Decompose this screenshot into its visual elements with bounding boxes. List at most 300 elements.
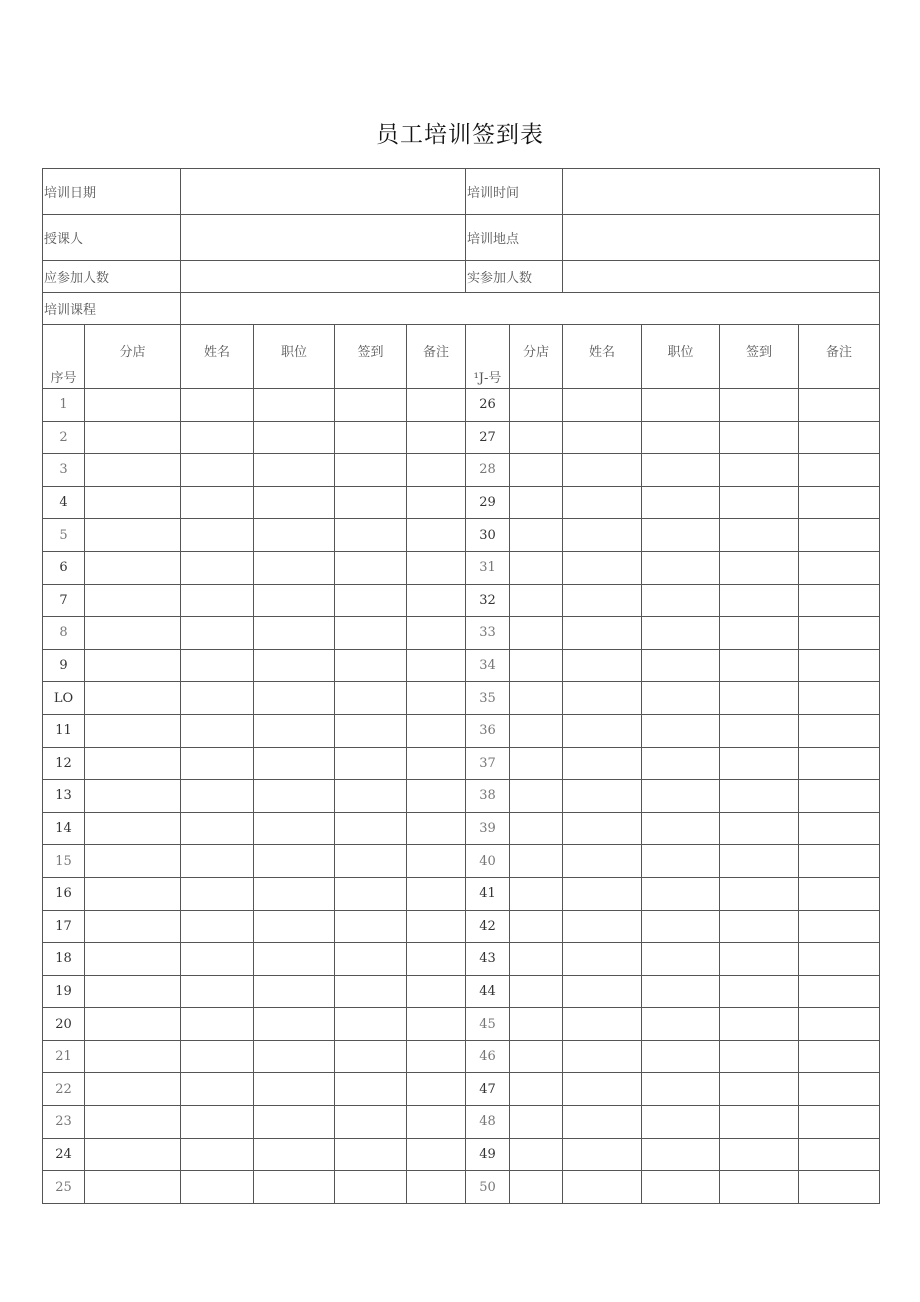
- position-cell[interactable]: [254, 486, 335, 519]
- name-cell[interactable]: [181, 421, 254, 454]
- branch-cell[interactable]: [85, 617, 181, 650]
- position-cell[interactable]: [642, 1073, 720, 1106]
- branch-cell[interactable]: [510, 812, 563, 845]
- branch-cell[interactable]: [510, 747, 563, 780]
- branch-cell[interactable]: [85, 389, 181, 422]
- remarks-cell[interactable]: [799, 649, 880, 682]
- branch-cell[interactable]: [85, 910, 181, 943]
- row-number: 44: [466, 975, 510, 1008]
- remarks-cell[interactable]: [407, 910, 466, 943]
- signin-cell[interactable]: [335, 943, 407, 976]
- name-cell[interactable]: [563, 1008, 642, 1041]
- name-cell[interactable]: [181, 1138, 254, 1171]
- remarks-cell[interactable]: [799, 1040, 880, 1073]
- position-cell[interactable]: [254, 519, 335, 552]
- position-cell[interactable]: [254, 1073, 335, 1106]
- lecturer-label: 授课人: [43, 215, 181, 261]
- training-date-label: 培训日期: [43, 169, 181, 215]
- position-cell[interactable]: [642, 975, 720, 1008]
- row-number: 9: [43, 649, 85, 682]
- remarks-cell[interactable]: [799, 1138, 880, 1171]
- signin-cell[interactable]: [335, 617, 407, 650]
- signin-cell[interactable]: [720, 682, 799, 715]
- row-number: 48: [466, 1106, 510, 1139]
- signin-cell[interactable]: [720, 877, 799, 910]
- header-position-left: 职位: [254, 325, 335, 389]
- branch-cell[interactable]: [85, 551, 181, 584]
- header-position-right: 职位: [642, 325, 720, 389]
- position-cell[interactable]: [254, 747, 335, 780]
- position-cell[interactable]: [642, 1040, 720, 1073]
- signin-cell[interactable]: [335, 877, 407, 910]
- table-row: [43, 1106, 880, 1139]
- row-number: 34: [466, 649, 510, 682]
- table-row: [43, 780, 880, 813]
- table-row: [43, 714, 880, 747]
- name-cell[interactable]: [181, 389, 254, 422]
- branch-cell[interactable]: [510, 421, 563, 454]
- branch-cell[interactable]: [510, 389, 563, 422]
- lecturer-field[interactable]: [181, 215, 466, 261]
- remarks-cell[interactable]: [407, 714, 466, 747]
- branch-cell[interactable]: [510, 1040, 563, 1073]
- name-cell[interactable]: [181, 812, 254, 845]
- position-cell[interactable]: [642, 1008, 720, 1041]
- branch-cell[interactable]: [85, 421, 181, 454]
- remarks-cell[interactable]: [407, 845, 466, 878]
- position-cell[interactable]: [254, 454, 335, 487]
- table-row: [43, 877, 880, 910]
- training-time-field[interactable]: [563, 169, 880, 215]
- signin-cell[interactable]: [720, 845, 799, 878]
- signin-cell[interactable]: [720, 714, 799, 747]
- branch-cell[interactable]: [85, 943, 181, 976]
- branch-cell[interactable]: [85, 486, 181, 519]
- signin-cell[interactable]: [335, 975, 407, 1008]
- position-cell[interactable]: [642, 780, 720, 813]
- position-cell[interactable]: [642, 747, 720, 780]
- branch-cell[interactable]: [510, 617, 563, 650]
- position-cell[interactable]: [642, 845, 720, 878]
- name-cell[interactable]: [181, 617, 254, 650]
- name-cell[interactable]: [181, 975, 254, 1008]
- remarks-cell[interactable]: [799, 943, 880, 976]
- signin-cell[interactable]: [335, 812, 407, 845]
- name-cell[interactable]: [563, 747, 642, 780]
- position-cell[interactable]: [254, 1008, 335, 1041]
- position-cell[interactable]: [642, 910, 720, 943]
- signin-cell[interactable]: [335, 1008, 407, 1041]
- name-cell[interactable]: [563, 1073, 642, 1106]
- position-cell[interactable]: [642, 617, 720, 650]
- signin-cell[interactable]: [720, 551, 799, 584]
- branch-cell[interactable]: [510, 877, 563, 910]
- name-cell[interactable]: [181, 454, 254, 487]
- branch-cell[interactable]: [85, 975, 181, 1008]
- signin-cell[interactable]: [720, 910, 799, 943]
- position-cell[interactable]: [254, 943, 335, 976]
- branch-cell[interactable]: [510, 714, 563, 747]
- row-number: 46: [466, 1040, 510, 1073]
- name-cell[interactable]: [181, 943, 254, 976]
- remarks-cell[interactable]: [799, 551, 880, 584]
- position-cell[interactable]: [254, 584, 335, 617]
- remarks-cell[interactable]: [799, 780, 880, 813]
- remarks-cell[interactable]: [799, 910, 880, 943]
- position-cell[interactable]: [642, 421, 720, 454]
- name-cell[interactable]: [563, 486, 642, 519]
- name-cell[interactable]: [181, 551, 254, 584]
- actual-attendees-label: 实参加人数: [466, 261, 563, 293]
- branch-cell[interactable]: [85, 877, 181, 910]
- training-location-field[interactable]: [563, 215, 880, 261]
- row-number: 31: [466, 551, 510, 584]
- branch-cell[interactable]: [510, 975, 563, 1008]
- signin-cell[interactable]: [335, 682, 407, 715]
- name-cell[interactable]: [563, 389, 642, 422]
- branch-cell[interactable]: [85, 649, 181, 682]
- header-name-left: 姓名: [181, 325, 254, 389]
- signin-cell[interactable]: [720, 1106, 799, 1139]
- row-number: 49: [466, 1138, 510, 1171]
- position-cell[interactable]: [254, 1138, 335, 1171]
- signin-cell[interactable]: [720, 584, 799, 617]
- remarks-cell[interactable]: [407, 812, 466, 845]
- signin-cell[interactable]: [720, 617, 799, 650]
- position-cell[interactable]: [254, 421, 335, 454]
- remarks-cell[interactable]: [799, 486, 880, 519]
- name-cell[interactable]: [181, 584, 254, 617]
- name-cell[interactable]: [563, 454, 642, 487]
- name-cell[interactable]: [181, 747, 254, 780]
- signin-cell[interactable]: [335, 1171, 407, 1204]
- remarks-cell[interactable]: [407, 551, 466, 584]
- branch-cell[interactable]: [510, 1138, 563, 1171]
- signin-cell[interactable]: [335, 389, 407, 422]
- signin-cell[interactable]: [720, 780, 799, 813]
- remarks-cell[interactable]: [799, 845, 880, 878]
- signin-cell[interactable]: [335, 780, 407, 813]
- name-cell[interactable]: [563, 845, 642, 878]
- position-cell[interactable]: [254, 1171, 335, 1204]
- branch-cell[interactable]: [510, 1171, 563, 1204]
- remarks-cell[interactable]: [799, 421, 880, 454]
- name-cell[interactable]: [563, 1171, 642, 1204]
- remarks-cell[interactable]: [799, 877, 880, 910]
- remarks-cell[interactable]: [407, 877, 466, 910]
- remarks-cell[interactable]: [407, 454, 466, 487]
- remarks-cell[interactable]: [799, 1008, 880, 1041]
- remarks-cell[interactable]: [407, 389, 466, 422]
- row-number: LO: [43, 682, 85, 715]
- name-cell[interactable]: [563, 551, 642, 584]
- name-cell[interactable]: [563, 1106, 642, 1139]
- branch-cell[interactable]: [85, 519, 181, 552]
- name-cell[interactable]: [563, 1040, 642, 1073]
- signin-cell[interactable]: [720, 454, 799, 487]
- name-cell[interactable]: [181, 845, 254, 878]
- row-number: 11: [43, 714, 85, 747]
- table-row: [43, 551, 880, 584]
- row-number: 43: [466, 943, 510, 976]
- row-number: 20: [43, 1008, 85, 1041]
- name-cell[interactable]: [181, 780, 254, 813]
- position-cell[interactable]: [642, 714, 720, 747]
- remarks-cell[interactable]: [407, 1073, 466, 1106]
- remarks-cell[interactable]: [407, 1106, 466, 1139]
- name-cell[interactable]: [563, 649, 642, 682]
- remarks-cell[interactable]: [799, 747, 880, 780]
- remarks-cell[interactable]: [407, 1138, 466, 1171]
- signin-cell[interactable]: [335, 910, 407, 943]
- remarks-cell[interactable]: [799, 1073, 880, 1106]
- position-cell[interactable]: [642, 1106, 720, 1139]
- name-cell[interactable]: [181, 486, 254, 519]
- signin-cell[interactable]: [720, 421, 799, 454]
- name-cell[interactable]: [181, 649, 254, 682]
- branch-cell[interactable]: [85, 812, 181, 845]
- expected-attendees-field[interactable]: [181, 261, 466, 293]
- signin-cell[interactable]: [335, 454, 407, 487]
- signin-cell[interactable]: [335, 649, 407, 682]
- remarks-cell[interactable]: [407, 617, 466, 650]
- position-cell[interactable]: [254, 1106, 335, 1139]
- header-branch-left: 分店: [85, 325, 181, 389]
- name-cell[interactable]: [563, 584, 642, 617]
- remarks-cell[interactable]: [407, 975, 466, 1008]
- signin-cell[interactable]: [335, 551, 407, 584]
- branch-cell[interactable]: [85, 1040, 181, 1073]
- branch-cell[interactable]: [85, 1171, 181, 1204]
- name-cell[interactable]: [563, 943, 642, 976]
- signin-cell[interactable]: [335, 1040, 407, 1073]
- position-cell[interactable]: [642, 682, 720, 715]
- name-cell[interactable]: [181, 1073, 254, 1106]
- row-number: 16: [43, 877, 85, 910]
- remarks-cell[interactable]: [799, 519, 880, 552]
- remarks-cell[interactable]: [407, 649, 466, 682]
- position-cell[interactable]: [254, 975, 335, 1008]
- position-cell[interactable]: [254, 551, 335, 584]
- branch-cell[interactable]: [510, 454, 563, 487]
- training-course-field[interactable]: [181, 293, 880, 325]
- signin-cell[interactable]: [720, 943, 799, 976]
- signin-cell[interactable]: [720, 975, 799, 1008]
- position-cell[interactable]: [642, 1138, 720, 1171]
- position-cell[interactable]: [642, 812, 720, 845]
- position-cell[interactable]: [254, 845, 335, 878]
- branch-cell[interactable]: [85, 747, 181, 780]
- remarks-cell[interactable]: [407, 486, 466, 519]
- remarks-cell[interactable]: [407, 421, 466, 454]
- name-cell[interactable]: [563, 877, 642, 910]
- branch-cell[interactable]: [510, 649, 563, 682]
- remarks-cell[interactable]: [799, 812, 880, 845]
- actual-attendees-field[interactable]: [563, 261, 880, 293]
- branch-cell[interactable]: [510, 1008, 563, 1041]
- name-cell[interactable]: [563, 519, 642, 552]
- branch-cell[interactable]: [510, 780, 563, 813]
- training-date-field[interactable]: [181, 169, 466, 215]
- branch-cell[interactable]: [85, 714, 181, 747]
- name-cell[interactable]: [563, 975, 642, 1008]
- position-cell[interactable]: [642, 943, 720, 976]
- position-cell[interactable]: [642, 486, 720, 519]
- remarks-cell[interactable]: [407, 780, 466, 813]
- position-cell[interactable]: [254, 1040, 335, 1073]
- signin-cell[interactable]: [335, 747, 407, 780]
- position-cell[interactable]: [642, 454, 720, 487]
- table-row: [43, 389, 880, 422]
- signin-cell[interactable]: [720, 1008, 799, 1041]
- table-row: [43, 845, 880, 878]
- name-cell[interactable]: [563, 682, 642, 715]
- branch-cell[interactable]: [510, 845, 563, 878]
- row-number: 42: [466, 910, 510, 943]
- branch-cell[interactable]: [85, 1106, 181, 1139]
- name-cell[interactable]: [181, 1106, 254, 1139]
- remarks-cell[interactable]: [799, 682, 880, 715]
- row-number: 7: [43, 584, 85, 617]
- signin-cell[interactable]: [335, 584, 407, 617]
- position-cell[interactable]: [254, 780, 335, 813]
- position-cell[interactable]: [254, 877, 335, 910]
- remarks-cell[interactable]: [799, 389, 880, 422]
- branch-cell[interactable]: [85, 682, 181, 715]
- remarks-cell[interactable]: [407, 1171, 466, 1204]
- branch-cell[interactable]: [510, 584, 563, 617]
- position-cell[interactable]: [642, 519, 720, 552]
- remarks-cell[interactable]: [799, 584, 880, 617]
- remarks-cell[interactable]: [799, 454, 880, 487]
- branch-cell[interactable]: [85, 1073, 181, 1106]
- signin-cell[interactable]: [720, 649, 799, 682]
- branch-cell[interactable]: [510, 943, 563, 976]
- sign-in-table: [42, 168, 880, 1204]
- branch-cell[interactable]: [510, 682, 563, 715]
- name-cell[interactable]: [181, 910, 254, 943]
- signin-cell[interactable]: [720, 519, 799, 552]
- signin-cell[interactable]: [720, 486, 799, 519]
- name-cell[interactable]: [181, 1008, 254, 1041]
- table-row: [43, 454, 880, 487]
- row-number: 33: [466, 617, 510, 650]
- table-row: [43, 682, 880, 715]
- table-row: [43, 747, 880, 780]
- name-cell[interactable]: [181, 877, 254, 910]
- position-cell[interactable]: [254, 812, 335, 845]
- remarks-cell[interactable]: [799, 714, 880, 747]
- position-cell[interactable]: [254, 649, 335, 682]
- branch-cell[interactable]: [85, 584, 181, 617]
- signin-cell[interactable]: [720, 1040, 799, 1073]
- name-cell[interactable]: [181, 682, 254, 715]
- remarks-cell[interactable]: [799, 617, 880, 650]
- row-number: 5: [43, 519, 85, 552]
- remarks-cell[interactable]: [407, 682, 466, 715]
- table-row: [43, 943, 880, 976]
- position-cell[interactable]: [254, 617, 335, 650]
- remarks-cell[interactable]: [799, 1171, 880, 1204]
- position-cell[interactable]: [254, 714, 335, 747]
- position-cell[interactable]: [642, 877, 720, 910]
- name-cell[interactable]: [181, 1171, 254, 1204]
- signin-cell[interactable]: [335, 486, 407, 519]
- signin-cell[interactable]: [335, 1138, 407, 1171]
- signin-cell[interactable]: [720, 1073, 799, 1106]
- position-cell[interactable]: [254, 910, 335, 943]
- row-number: 38: [466, 780, 510, 813]
- row-number: 41: [466, 877, 510, 910]
- name-cell[interactable]: [181, 519, 254, 552]
- position-cell[interactable]: [642, 389, 720, 422]
- signin-cell[interactable]: [335, 714, 407, 747]
- remarks-cell[interactable]: [407, 943, 466, 976]
- name-cell[interactable]: [563, 1138, 642, 1171]
- signin-cell[interactable]: [335, 519, 407, 552]
- branch-cell[interactable]: [510, 1073, 563, 1106]
- branch-cell[interactable]: [85, 845, 181, 878]
- signin-cell[interactable]: [335, 421, 407, 454]
- position-cell[interactable]: [642, 649, 720, 682]
- header-signin-right: 签到: [720, 325, 799, 389]
- remarks-cell[interactable]: [407, 1040, 466, 1073]
- remarks-cell[interactable]: [799, 1106, 880, 1139]
- position-cell[interactable]: [254, 682, 335, 715]
- branch-cell[interactable]: [85, 1008, 181, 1041]
- branch-cell[interactable]: [510, 486, 563, 519]
- branch-cell[interactable]: [510, 551, 563, 584]
- name-cell[interactable]: [563, 617, 642, 650]
- name-cell[interactable]: [563, 910, 642, 943]
- name-cell[interactable]: [181, 714, 254, 747]
- signin-cell[interactable]: [335, 1106, 407, 1139]
- branch-cell[interactable]: [85, 454, 181, 487]
- table-row: [43, 1073, 880, 1106]
- branch-cell[interactable]: [510, 519, 563, 552]
- remarks-cell[interactable]: [407, 519, 466, 552]
- remarks-cell[interactable]: [407, 747, 466, 780]
- signin-cell[interactable]: [335, 845, 407, 878]
- position-cell[interactable]: [642, 584, 720, 617]
- name-cell[interactable]: [181, 1040, 254, 1073]
- name-cell[interactable]: [563, 812, 642, 845]
- branch-cell[interactable]: [510, 910, 563, 943]
- signin-cell[interactable]: [720, 1138, 799, 1171]
- position-cell[interactable]: [642, 1171, 720, 1204]
- header-seq-right: ¹J-号: [466, 325, 510, 389]
- branch-cell[interactable]: [510, 1106, 563, 1139]
- name-cell[interactable]: [563, 780, 642, 813]
- signin-cell[interactable]: [720, 747, 799, 780]
- signin-cell[interactable]: [720, 1171, 799, 1204]
- signin-cell[interactable]: [720, 389, 799, 422]
- name-cell[interactable]: [563, 421, 642, 454]
- row-number: 30: [466, 519, 510, 552]
- branch-cell[interactable]: [85, 780, 181, 813]
- signin-cell[interactable]: [335, 1073, 407, 1106]
- remarks-cell[interactable]: [799, 975, 880, 1008]
- row-number: 27: [466, 421, 510, 454]
- remarks-cell[interactable]: [407, 584, 466, 617]
- position-cell[interactable]: [254, 389, 335, 422]
- name-cell[interactable]: [563, 714, 642, 747]
- remarks-cell[interactable]: [407, 1008, 466, 1041]
- table-row: [43, 910, 880, 943]
- signin-cell[interactable]: [720, 812, 799, 845]
- position-cell[interactable]: [642, 551, 720, 584]
- branch-cell[interactable]: [85, 1138, 181, 1171]
